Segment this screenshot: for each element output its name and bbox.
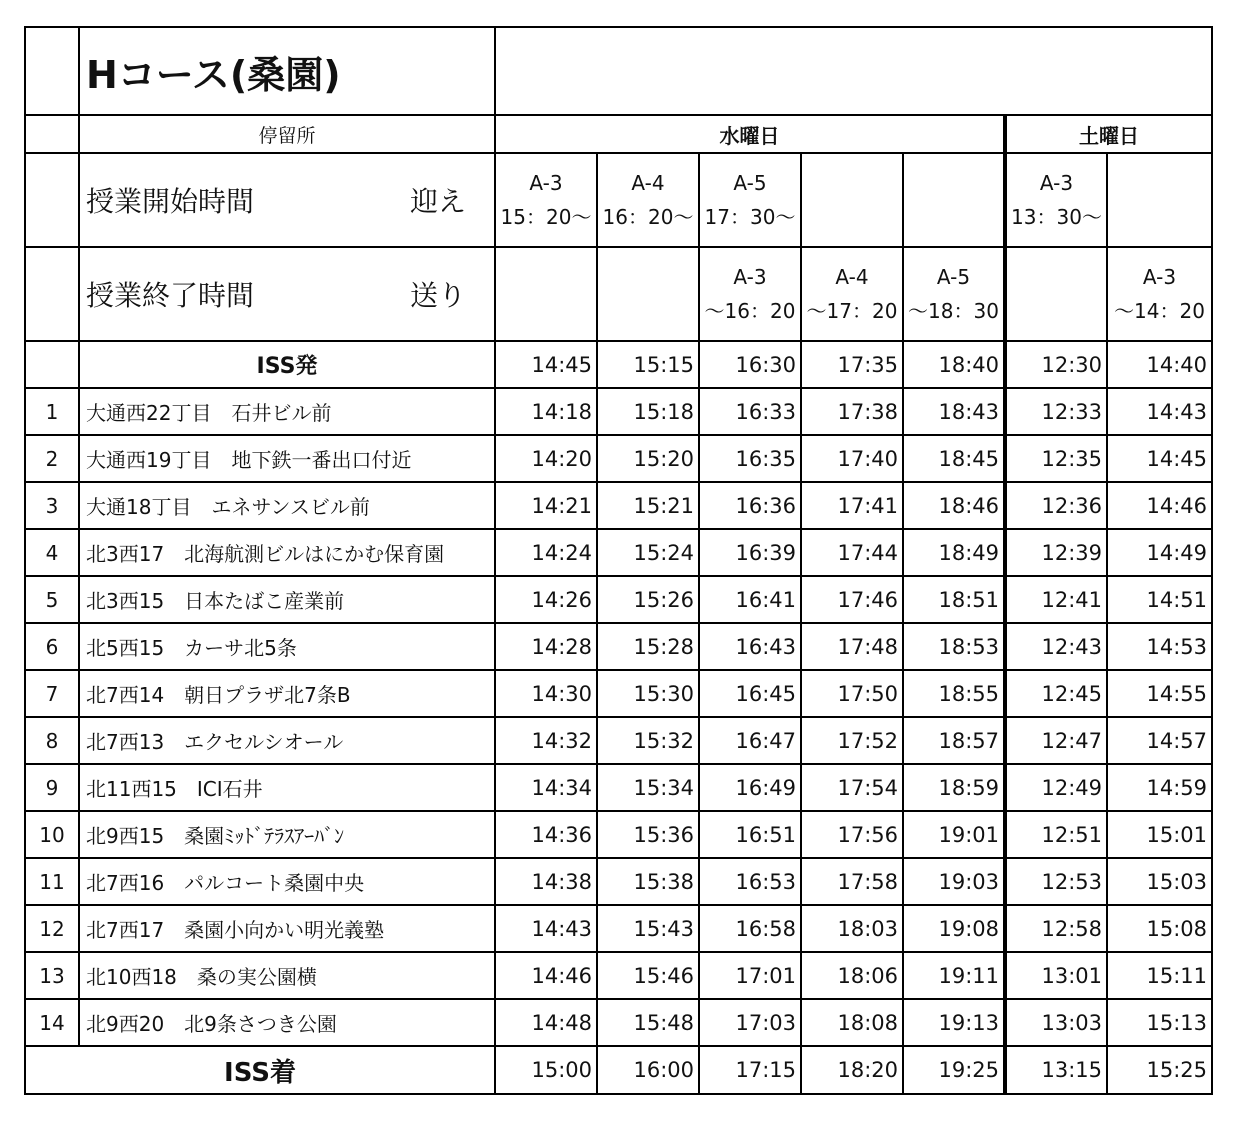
stop-time: 14:48 — [495, 999, 597, 1046]
stop-time: 17:50 — [801, 670, 903, 717]
stop-time: 18:46 — [903, 482, 1005, 529]
stop-time: 14:57 — [1107, 717, 1212, 764]
stop-time: 17:56 — [801, 811, 903, 858]
stop-time: 14:30 — [495, 670, 597, 717]
stop-time: 15:48 — [597, 999, 699, 1046]
stop-number: 14 — [25, 999, 79, 1046]
depart-time: 12:30 — [1005, 341, 1107, 388]
class-end-label: 授業終了時間 — [86, 279, 255, 312]
stop-time: 15:28 — [597, 623, 699, 670]
stop-number: 9 — [25, 764, 79, 811]
class-name: A-3 — [529, 171, 563, 195]
stop-time: 17:41 — [801, 482, 903, 529]
table-row — [25, 811, 1212, 858]
table-row — [25, 623, 1212, 670]
depart-time: 16:30 — [699, 341, 801, 388]
class-time: ～14：20 — [1114, 299, 1205, 323]
stop-number: 7 — [25, 670, 79, 717]
stop-time: 14:32 — [495, 717, 597, 764]
stop-name: 北9西20 北9条さつき公園 — [79, 999, 495, 1046]
stop-number: 3 — [25, 482, 79, 529]
stop-time: 14:26 — [495, 576, 597, 623]
stop-time: 15:13 — [1107, 999, 1212, 1046]
stop-time: 16:58 — [699, 905, 801, 952]
stop-time: 16:51 — [699, 811, 801, 858]
stop-name: 大通18丁目 エネサンスビル前 — [79, 482, 495, 529]
arrive-row — [25, 1046, 1212, 1094]
stop-time: 12:51 — [1005, 811, 1107, 858]
day-header-row — [25, 115, 1212, 153]
stop-time: 12:53 — [1005, 858, 1107, 905]
pickup-label: 迎え — [409, 185, 466, 218]
class-time: 13：30～ — [1011, 205, 1102, 229]
stop-time: 15:32 — [597, 717, 699, 764]
stop-time: 12:58 — [1005, 905, 1107, 952]
class-start-cell — [495, 153, 597, 247]
class-end-cell — [1005, 247, 1107, 341]
stop-time: 15:18 — [597, 388, 699, 435]
stop-column-header: 停留所 — [79, 115, 495, 153]
stop-time: 15:34 — [597, 764, 699, 811]
stop-time: 17:01 — [699, 952, 801, 999]
depart-time: 15:15 — [597, 341, 699, 388]
stop-time: 16:35 — [699, 435, 801, 482]
stop-time: 14:36 — [495, 811, 597, 858]
depart-row — [25, 341, 1212, 388]
stop-time: 13:03 — [1005, 999, 1107, 1046]
class-start-cell — [597, 153, 699, 247]
stop-time: 14:43 — [1107, 388, 1212, 435]
table-row — [25, 858, 1212, 905]
stop-time: 18:43 — [903, 388, 1005, 435]
stop-time: 18:49 — [903, 529, 1005, 576]
stop-time: 17:46 — [801, 576, 903, 623]
class-name: A-4 — [631, 171, 665, 195]
stop-time: 15:03 — [1107, 858, 1212, 905]
stop-time: 14:38 — [495, 858, 597, 905]
class-end-cell — [801, 247, 903, 341]
stop-time: 14:51 — [1107, 576, 1212, 623]
stop-time: 14:24 — [495, 529, 597, 576]
stop-time: 12:41 — [1005, 576, 1107, 623]
stop-time: 15:26 — [597, 576, 699, 623]
stop-time: 14:53 — [1107, 623, 1212, 670]
stop-time: 14:43 — [495, 905, 597, 952]
stop-time: 16:36 — [699, 482, 801, 529]
stop-time: 12:33 — [1005, 388, 1107, 435]
class-time: ～18：30 — [908, 299, 999, 323]
stop-time: 16:39 — [699, 529, 801, 576]
class-start-row — [25, 153, 1212, 247]
stop-time: 17:03 — [699, 999, 801, 1046]
stop-number: 2 — [25, 435, 79, 482]
table-row — [25, 905, 1212, 952]
class-start-cell — [801, 153, 903, 247]
depart-time: 17:35 — [801, 341, 903, 388]
stop-time: 16:49 — [699, 764, 801, 811]
stop-number: 12 — [25, 905, 79, 952]
arrive-time: 19:25 — [903, 1046, 1005, 1094]
stop-time: 14:21 — [495, 482, 597, 529]
table-row — [25, 999, 1212, 1046]
stop-time: 18:53 — [903, 623, 1005, 670]
arrive-label: ISS着 — [25, 1046, 495, 1094]
stop-name: 北3西17 北海航測ビルはにかむ保育園 — [79, 529, 495, 576]
stop-time: 14:20 — [495, 435, 597, 482]
stop-time: 18:59 — [903, 764, 1005, 811]
depart-time: 14:40 — [1107, 341, 1212, 388]
stop-time: 15:24 — [597, 529, 699, 576]
stop-time: 12:35 — [1005, 435, 1107, 482]
class-end-row — [25, 247, 1212, 341]
stop-time: 12:43 — [1005, 623, 1107, 670]
stop-time: 14:49 — [1107, 529, 1212, 576]
class-end-cell — [699, 247, 801, 341]
stop-number: 8 — [25, 717, 79, 764]
class-start-cell — [1107, 153, 1212, 247]
class-name: A-3 — [733, 265, 767, 289]
stop-time: 19:11 — [903, 952, 1005, 999]
stop-time: 15:36 — [597, 811, 699, 858]
stop-time: 14:46 — [495, 952, 597, 999]
class-start-cell — [699, 153, 801, 247]
stop-number: 4 — [25, 529, 79, 576]
page-title: Hコース(桑園) — [79, 27, 495, 115]
arrive-time: 17:15 — [699, 1046, 801, 1094]
class-name: A-5 — [733, 171, 767, 195]
arrive-time: 18:20 — [801, 1046, 903, 1094]
stop-name: 北10西18 桑の実公園横 — [79, 952, 495, 999]
stop-name: 北7西17 桑園小向かい明光義塾 — [79, 905, 495, 952]
stop-time: 16:43 — [699, 623, 801, 670]
arrive-time: 13:15 — [1005, 1046, 1107, 1094]
stop-time: 17:52 — [801, 717, 903, 764]
stop-time: 15:20 — [597, 435, 699, 482]
stop-time: 12:45 — [1005, 670, 1107, 717]
stop-number: 5 — [25, 576, 79, 623]
stop-time: 12:39 — [1005, 529, 1107, 576]
stop-time: 15:46 — [597, 952, 699, 999]
stop-time: 15:30 — [597, 670, 699, 717]
stop-time: 16:47 — [699, 717, 801, 764]
stop-time: 17:54 — [801, 764, 903, 811]
stop-time: 14:59 — [1107, 764, 1212, 811]
stop-time: 17:48 — [801, 623, 903, 670]
table-row — [25, 952, 1212, 999]
class-name: A-4 — [835, 265, 869, 289]
stop-time: 16:41 — [699, 576, 801, 623]
depart-time: 18:40 — [903, 341, 1005, 388]
stop-time: 14:46 — [1107, 482, 1212, 529]
class-end-cell — [597, 247, 699, 341]
stop-number: 13 — [25, 952, 79, 999]
depart-label: ISS発 — [79, 341, 495, 388]
class-end-cell — [1107, 247, 1212, 341]
stop-time: 13:01 — [1005, 952, 1107, 999]
class-start-label: 授業開始時間 — [86, 185, 255, 218]
class-start-cell — [903, 153, 1005, 247]
table-row — [25, 482, 1212, 529]
title-row — [25, 27, 1212, 115]
class-end-cell — [495, 247, 597, 341]
class-time: ～16：20 — [704, 299, 796, 323]
stop-time: 16:53 — [699, 858, 801, 905]
stop-time: 15:08 — [1107, 905, 1212, 952]
stop-time: 18:55 — [903, 670, 1005, 717]
stop-name: 北11西15 ICI石井 — [79, 764, 495, 811]
class-name: A-3 — [1142, 265, 1177, 289]
stop-number: 6 — [25, 623, 79, 670]
timetable — [24, 26, 1213, 1095]
stop-name: 北7西14 朝日プラザ北7条B — [79, 670, 495, 717]
stop-time: 15:01 — [1107, 811, 1212, 858]
stop-name: 北9西15 桑園ﾐｯﾄﾞﾃﾗｽｱｰﾊﾞﾝ — [79, 811, 495, 858]
stop-number: 1 — [25, 388, 79, 435]
stop-time: 18:08 — [801, 999, 903, 1046]
stop-time: 17:40 — [801, 435, 903, 482]
stop-name: 大通西19丁目 地下鉄一番出口付近 — [79, 435, 495, 482]
stop-time: 14:28 — [495, 623, 597, 670]
stop-time: 18:03 — [801, 905, 903, 952]
stop-time: 19:13 — [903, 999, 1005, 1046]
class-name: A-5 — [936, 265, 971, 289]
stop-time: 15:21 — [597, 482, 699, 529]
table-row — [25, 388, 1212, 435]
stop-time: 17:58 — [801, 858, 903, 905]
stop-time: 16:45 — [699, 670, 801, 717]
dropoff-label: 送り — [409, 279, 466, 312]
stop-time: 18:51 — [903, 576, 1005, 623]
stop-time: 14:34 — [495, 764, 597, 811]
wednesday-header: 水曜日 — [495, 115, 1005, 153]
stop-name: 北7西13 エクセルシオール — [79, 717, 495, 764]
depart-time: 14:45 — [495, 341, 597, 388]
stop-name: 北5西15 カーサ北5条 — [79, 623, 495, 670]
stop-name: 大通西22丁目 石井ビル前 — [79, 388, 495, 435]
stop-time: 12:49 — [1005, 764, 1107, 811]
table-row — [25, 764, 1212, 811]
class-name: A-3 — [1039, 171, 1074, 195]
saturday-header: 土曜日 — [1005, 115, 1212, 153]
table-row — [25, 529, 1212, 576]
stop-time: 14:45 — [1107, 435, 1212, 482]
class-time: ～17：20 — [806, 299, 898, 323]
table-row — [25, 435, 1212, 482]
class-time: 17：30～ — [704, 205, 796, 229]
stop-name: 北3西15 日本たばこ産業前 — [79, 576, 495, 623]
stop-time: 12:47 — [1005, 717, 1107, 764]
stop-time: 17:44 — [801, 529, 903, 576]
stop-time: 14:18 — [495, 388, 597, 435]
class-time: 16：20～ — [602, 205, 694, 229]
arrive-time: 15:25 — [1107, 1046, 1212, 1094]
stop-number: 10 — [25, 811, 79, 858]
class-start-cell — [1005, 153, 1107, 247]
stop-time: 14:55 — [1107, 670, 1212, 717]
stop-time: 15:11 — [1107, 952, 1212, 999]
table-row — [25, 717, 1212, 764]
class-end-cell — [903, 247, 1005, 341]
stop-time: 15:38 — [597, 858, 699, 905]
arrive-time: 15:00 — [495, 1046, 597, 1094]
stop-name: 北7西16 パルコート桑園中央 — [79, 858, 495, 905]
stop-number: 11 — [25, 858, 79, 905]
stop-time: 19:01 — [903, 811, 1005, 858]
stop-time: 18:45 — [903, 435, 1005, 482]
stop-time: 12:36 — [1005, 482, 1107, 529]
arrive-time: 16:00 — [597, 1046, 699, 1094]
stop-time: 17:38 — [801, 388, 903, 435]
stop-time: 15:43 — [597, 905, 699, 952]
class-time: 15：20～ — [500, 205, 592, 229]
table-row — [25, 670, 1212, 717]
stop-time: 19:08 — [903, 905, 1005, 952]
table-row — [25, 576, 1212, 623]
stop-time: 18:57 — [903, 717, 1005, 764]
stop-time: 18:06 — [801, 952, 903, 999]
stop-time: 19:03 — [903, 858, 1005, 905]
stop-time: 16:33 — [699, 388, 801, 435]
